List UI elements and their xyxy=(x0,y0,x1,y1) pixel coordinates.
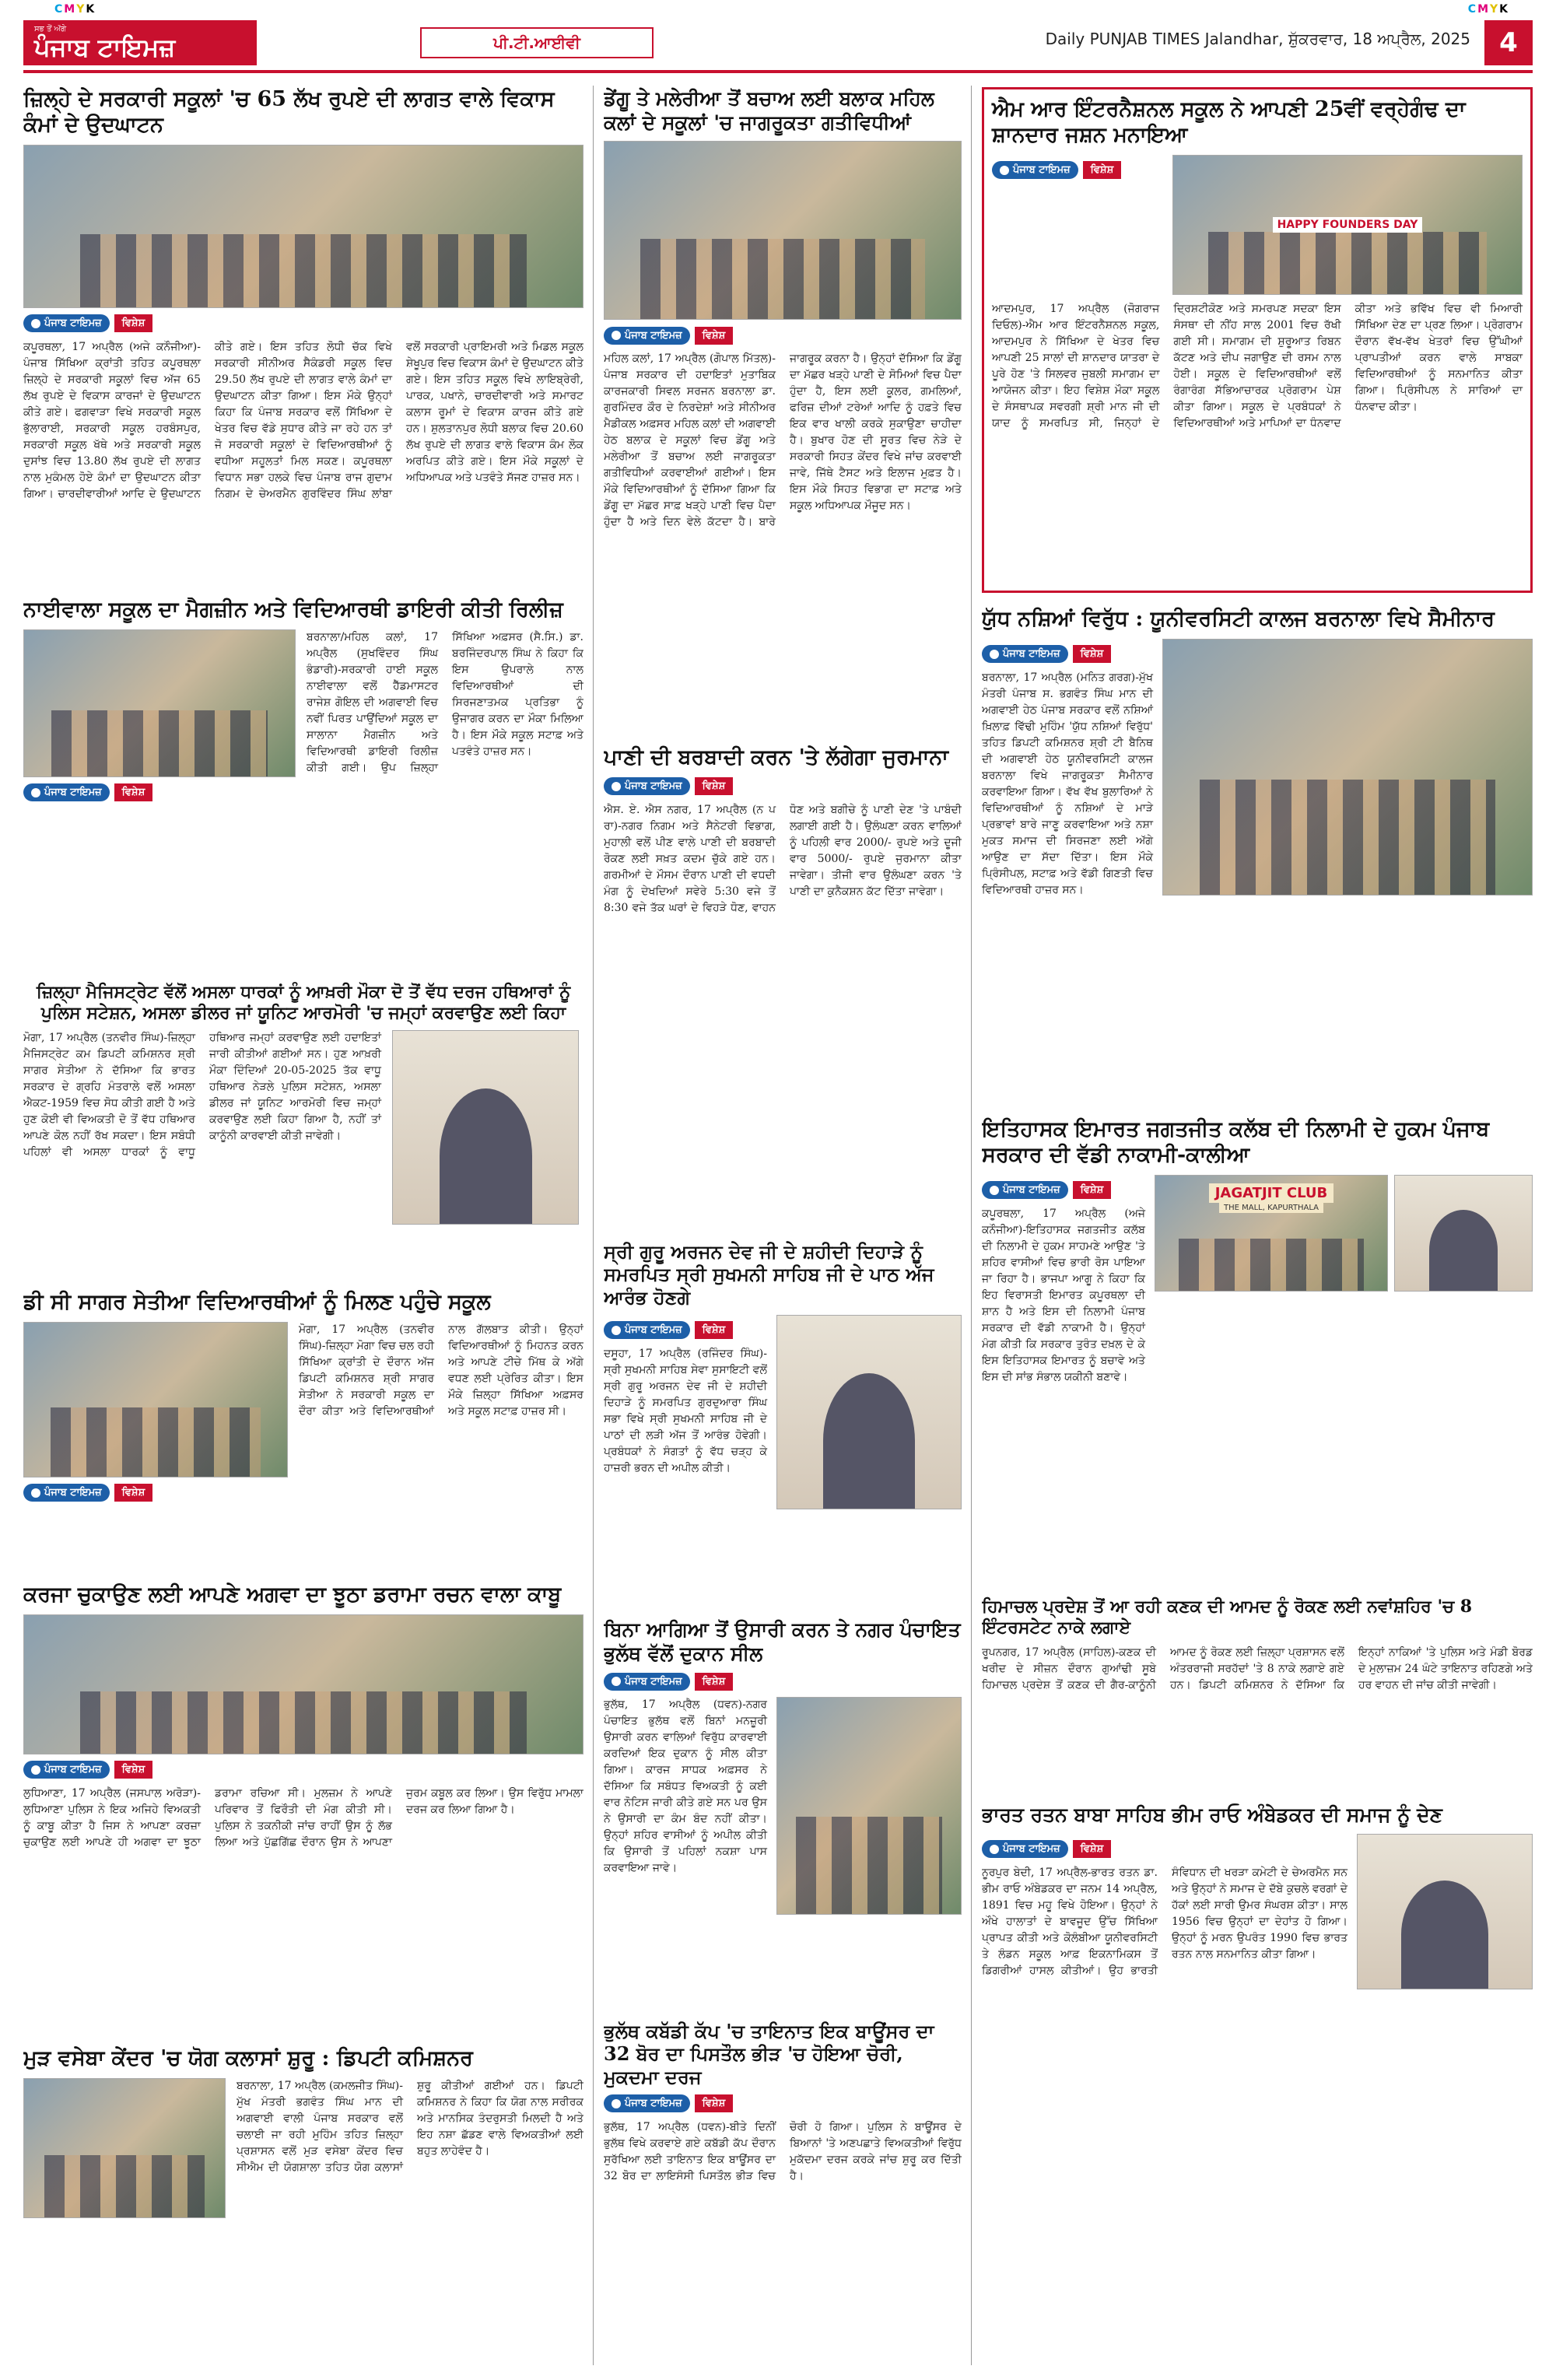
article-sukhmani xyxy=(604,1240,962,1606)
club-sign-sub: THE MALL, KAPURTHALA xyxy=(1219,1203,1323,1213)
byline-tag: ਪੰਜਾਬ ਟਾਇਮਜ਼ ਵਿਸ਼ੇਸ਼ xyxy=(992,159,1121,181)
page-number: 4 xyxy=(1484,20,1533,65)
registration-mark-right: CMYK xyxy=(1467,3,1509,16)
article-weapons xyxy=(23,982,584,1278)
byline-tag: ਪੰਜਾਬ ਟਾਇਮਜ਼ ਵਿਸ਼ੇਸ਼ xyxy=(604,324,733,346)
headline: ਡੇਂਗੂ ਤੇ ਮਲੇਰੀਆ ਤੋਂ ਬਚਾਅ ਲਈ ਬਲਾਕ ਮਹਿਲ ਕਲਾਂ ਦੇ ਸਕੂਲਾਂ 'ਚ ਜਾਗਰੂਕਤਾ ਗਤੀਵਿਧੀਆਂ xyxy=(604,87,934,134)
dateline: Daily PUNJAB TIMES Jalandhar, ਸ਼ੁੱਕਰਵਾਰ, 18 ਅਪ੍ਰੈਲ, 2025 xyxy=(1045,30,1470,48)
article-body: ਬਰਨਾਲਾ/ਮਹਿਲ ਕਲਾਂ, 17 ਅਪ੍ਰੈਲ (ਸੁਖਵਿੰਦਰ ਸਿੰਘ ਭੰਡਾਰੀ)-ਸਰਕਾਰੀ ਹਾਈ ਸਕੂਲ ਨਾਈਵਾਲਾ ਵਲੋਂ ਹੈੱਡਮਾਸਟਰ ਰਾਜੇਸ਼ ਗੋਇਲ ਦੀ ਅਗਵਾਈ ਵਿਚ ਨਵੀਂ ਪਿਰਤ ਪਾਉਂਦਿਆਂ ਸਕੂਲ ਦਾ ਸਾਲਾਨਾ ਮੈਗਜ਼ੀਨ ਅਤੇ ਵਿਦਿਆਰਥੀ ਡਾਇਰੀ ਰਿਲੀਜ਼ ਕੀਤੀ ਗਈ। ਉਪ ਜ਼ਿਲ੍ਹਾ ਸਿੱਖਿਆ ਅਫ਼ਸਰ (ਸੈ.ਸਿ.) ਡਾ. ਬਰਜਿੰਦਰਪਾਲ ਸਿੰਘ ਨੇ ਕਿਹਾ ਕਿ ਇਸ ਉਪਰਾਲੇ ਨਾਲ ਵਿਦਿਆਰਥੀਆਂ ਦੀ ਸਿਰਜਣਾਤਮਕ ਪ੍ਰਤਿਭਾ ਨੂੰ ਉਜਾਗਰ ਕਰਨ ਦਾ ਮੌਕਾ ਮਿਲਿਆ ਹੈ। ਇਸ ਮੌਕੇ ਸਕੂਲ ਸਟਾਫ਼ ਅਤੇ ਪਤਵੰਤੇ ਹਾਜ਼ਰ ਸਨ। xyxy=(307,630,584,774)
headline: ਇਤਿਹਾਸਕ ਇਮਾਰਤ ਜਗਤਜੀਤ ਕਲੱਬ ਦੀ ਨਿਲਾਮੀ ਦੇ ਹੁਕਮ ਪੰਜਾਬ ਸਰਕਾਰ ਦੀ ਵੱਡੀ ਨਾਕਾਮੀ-ਕਾਲੀਆ xyxy=(982,1117,1490,1167)
logo-icon xyxy=(612,1677,621,1686)
article-naiwala xyxy=(23,598,584,971)
article-body: ਬਰਨਾਲਾ, 17 ਅਪ੍ਰੈਲ (ਕਮਲਜੀਤ ਸਿੰਘ)-ਮੁੱਖ ਮੰਤਰੀ ਭਗਵੰਤ ਸਿੰਘ ਮਾਨ ਦੀ ਅਗਵਾਈ ਵਾਲੀ ਪੰਜਾਬ ਸਰਕਾਰ ਵਲੋਂ ਚਲਾਈ ਜਾ ਰਹੀ ਮੁਹਿੰਮ ਤਹਿਤ ਜ਼ਿਲ੍ਹਾ ਪ੍ਰਸ਼ਾਸਨ ਵਲੋਂ ਮੁੜ ਵਸੇਬਾ ਕੇਂਦਰ ਵਿਚ ਸੀਐਮ ਦੀ ਯੋਗਸ਼ਾਲਾ ਤਹਿਤ ਯੋਗ ਕਲਾਸਾਂ ਸ਼ੁਰੂ ਕੀਤੀਆਂ ਗਈਆਂ ਹਨ। ਡਿਪਟੀ ਕਮਿਸ਼ਨਰ ਨੇ ਕਿਹਾ ਕਿ ਯੋਗ ਨਾਲ ਸਰੀਰਕ ਅਤੇ ਮਾਨਸਿਕ ਤੰਦਰੁਸਤੀ ਮਿਲਦੀ ਹੈ ਅਤੇ ਇਹ ਨਸ਼ਾ ਛੱਡਣ ਵਾਲੇ ਵਿਅਕਤੀਆਂ ਲਈ ਬਹੁਤ ਲਾਹੇਵੰਦ ਹੈ। xyxy=(237,2079,584,2174)
article-photo xyxy=(604,141,962,320)
article-photo xyxy=(23,2078,226,2218)
headline: ਐਮ ਆਰ ਇੰਟਰਨੈਸ਼ਨਲ ਸਕੂਲ ਨੇ ਆਪਣੀ 25ਵੀਂ ਵਰ੍ਹੇਗੰਢ ਦਾ ਸ਼ਾਨਦਾਰ ਜਸ਼ਨ ਮਨਾਇਆ xyxy=(992,97,1466,147)
logo-icon xyxy=(31,319,40,328)
photo-banner: HAPPY FOUNDERS DAY xyxy=(1273,217,1423,233)
headline: ਯੁੱਧ ਨਸ਼ਿਆਂ ਵਿਰੁੱਧ : ਯੂਨੀਵਰਸਿਟੀ ਕਾਲਜ ਬਰਨਾਲਾ ਵਿਖੇ ਸੈਮੀਨਾਰ xyxy=(982,607,1495,631)
article-mr-school xyxy=(982,87,1533,593)
byline-tag: ਪੰਜਾਬ ਟਾਇਮਜ਼ ਵਿਸ਼ੇਸ਼ xyxy=(604,1670,733,1692)
byline-tag: ਪੰਜਾਬ ਟਾਇਮਜ਼ ਵਿਸ਼ੇਸ਼ xyxy=(23,313,152,335)
leader-portrait xyxy=(1394,1175,1533,1292)
article-himachal xyxy=(982,1597,1533,1791)
article-water-fine xyxy=(604,745,962,1228)
logo-icon xyxy=(612,1326,621,1335)
logo-icon xyxy=(612,782,621,791)
article-photo xyxy=(23,1614,584,1754)
byline-tag: ਪੰਜਾਬ ਟਾਇਮਜ਼ ਵਿਸ਼ੇਸ਼ xyxy=(982,1838,1111,1860)
official-portrait xyxy=(392,1030,579,1225)
byline-tag: ਪੰਜਾਬ ਟਾਇਮਜ਼ ਵਿਸ਼ੇਸ਼ xyxy=(23,1759,152,1781)
club-sign: JAGATJIT CLUB xyxy=(1209,1183,1334,1203)
headline: ਕਰਜਾ ਚੁਕਾਉਣ ਲਈ ਆਪਣੇ ਅਗਵਾ ਦਾ ਝੂਠਾ ਡਰਾਮਾ ਰਚਨ ਵਾਲਾ ਕਾਬੂ xyxy=(23,1583,562,1607)
article-photo xyxy=(23,629,296,777)
article-shop-seal xyxy=(604,1618,962,2007)
article-body: ਬਰਨਾਲਾ, 17 ਅਪ੍ਰੈਲ (ਮਨਿਤ ਗਰਗ)-ਮੁੱਖ ਮੰਤਰੀ ਪੰਜਾਬ ਸ. ਭਗਵੰਤ ਸਿੰਘ ਮਾਨ ਦੀ ਅਗਵਾਈ ਹੇਠ ਪੰਜਾਬ ਸਰਕਾਰ ਵਲੋਂ ਨਸ਼ਿਆਂ ਖ਼ਿਲਾਫ਼ ਵਿੱਢੀ ਮੁਹਿੰਮ 'ਯੁੱਧ ਨਸ਼ਿਆਂ ਵਿਰੁੱਧ' ਤਹਿਤ ਡਿਪਟੀ ਕਮਿਸ਼ਨਰ ਸ਼੍ਰੀ ਟੀ ਬੈਨਿਥ ਦੀ ਅਗਵਾਈ ਹੇਠ ਯੂਨੀਵਰਸਿਟੀ ਕਾਲਜ ਬਰਨਾਲਾ ਵਿਖੇ ਜਾਗਰੂਕਤਾ ਸੈਮੀਨਾਰ ਕਰਵਾਇਆ ਗਿਆ। ਵੱਖ ਵੱਖ ਬੁਲਾਰਿਆਂ ਨੇ ਵਿਦਿਆਰਥੀਆਂ ਨੂੰ ਨਸ਼ਿਆਂ ਦੇ ਮਾੜੇ ਪ੍ਰਭਾਵਾਂ ਬਾਰੇ ਜਾਣੂ ਕਰਵਾਇਆ ਅਤੇ ਨਸ਼ਾ ਮੁਕਤ ਸਮਾਜ ਦੀ ਸਿਰਜਣਾ ਲਈ ਅੱਗੇ ਆਉਣ ਦਾ ਸੱਦਾ ਦਿੱਤਾ। ਇਸ ਮੌਕੇ ਪ੍ਰਿੰਸੀਪਲ, ਸਟਾਫ਼ ਅਤੇ ਵੱਡੀ ਗਿਣਤੀ ਵਿਚ ਵਿਦਿਆਰਥੀ ਹਾਜ਼ਰ ਸਨ। xyxy=(982,671,1153,896)
article-body: ਨੂਰਪੁਰ ਬੇਦੀ, 17 ਅਪ੍ਰੈਲ-ਭਾਰਤ ਰਤਨ ਡਾ. ਭੀਮ ਰਾਓ ਅੰਬੇਡਕਰ ਦਾ ਜਨਮ 14 ਅਪ੍ਰੈਲ, 1891 ਵਿਚ ਮਹੂ ਵਿਖੇ ਹੋਇਆ। ਉਨ੍ਹਾਂ ਨੇ ਔਖੇ ਹਾਲਾਤਾਂ ਦੇ ਬਾਵਜੂਦ ਉੱਚ ਸਿੱਖਿਆ ਪ੍ਰਾਪਤ ਕੀਤੀ ਅਤੇ ਕੋਲੰਬੀਆ ਯੂਨੀਵਰਸਿਟੀ ਤੇ ਲੰਡਨ ਸਕੂਲ ਆਫ਼ ਇਕਨਾਮਿਕਸ ਤੋਂ ਡਿਗਰੀਆਂ ਹਾਸਲ ਕੀਤੀਆਂ। ਉਹ ਭਾਰਤੀ ਸੰਵਿਧਾਨ ਦੀ ਖਰੜਾ ਕਮੇਟੀ ਦੇ ਚੇਅਰਮੈਨ ਸਨ ਅਤੇ ਉਨ੍ਹਾਂ ਨੇ ਸਮਾਜ ਦੇ ਦੱਬੇ ਕੁਚਲੇ ਵਰਗਾਂ ਦੇ ਹੱਕਾਂ ਲਈ ਸਾਰੀ ਉਮਰ ਸੰਘਰਸ਼ ਕੀਤਾ। ਸਾਲ 1956 ਵਿਚ ਉਨ੍ਹਾਂ ਦਾ ਦੇਹਾਂਤ ਹੋ ਗਿਆ। ਉਨ੍ਹਾਂ ਨੂੰ ਮਰਨ ਉਪਰੰਤ 1990 ਵਿਚ ਭਾਰਤ ਰਤਨ ਨਾਲ ਸਨਮਾਨਿਤ ਕੀਤਾ ਗਿਆ। xyxy=(982,1866,1347,1977)
article-club xyxy=(982,1117,1533,1584)
masthead-rule xyxy=(23,70,1533,73)
article-loan-drama xyxy=(23,1583,584,2034)
article-body: ਐਸ. ਏ. ਐਸ ਨਗਰ, 17 ਅਪ੍ਰੈਲ (ਨ ਪ ਰਾ)-ਨਗਰ ਨਿਗਮ ਅਤੇ ਸੈਨੇਟਰੀ ਵਿਭਾਗ, ਮੁਹਾਲੀ ਵਲੋਂ ਪੀਣ ਵਾਲੇ ਪਾਣੀ ਦੀ ਬਰਬਾਦੀ ਰੋਕਣ ਲਈ ਸਖ਼ਤ ਕਦਮ ਚੁੱਕੇ ਗਏ ਹਨ। ਗਰਮੀਆਂ ਦੇ ਮੌਸਮ ਦੌਰਾਨ ਪਾਣੀ ਦੀ ਵਧਦੀ ਮੰਗ ਨੂੰ ਦੇਖਦਿਆਂ ਸਵੇਰੇ 5:30 ਵਜੇ ਤੋਂ 8:30 ਵਜੇ ਤੱਕ ਘਰਾਂ ਦੇ ਵਿਹੜੇ ਧੋਣ, ਵਾਹਨ ਧੋਣ ਅਤੇ ਬਗੀਚੇ ਨੂੰ ਪਾਣੀ ਦੇਣ 'ਤੇ ਪਾਬੰਦੀ ਲਗਾਈ ਗਈ ਹੈ। ਉਲੰਘਣਾ ਕਰਨ ਵਾਲਿਆਂ ਨੂੰ ਪਹਿਲੀ ਵਾਰ 2000/- ਰੁਪਏ ਅਤੇ ਦੂਜੀ ਵਾਰ 5000/- ਰੁਪਏ ਜੁਰਮਾਨਾ ਕੀਤਾ ਜਾਵੇਗਾ। ਤੀਜੀ ਵਾਰ ਉਲੰਘਣਾ ਕਰਨ 'ਤੇ ਪਾਣੀ ਦਾ ਕੁਨੈਕਸ਼ਨ ਕੱਟ ਦਿੱਤਾ ਜਾਵੇਗਾ। xyxy=(604,803,962,914)
article-body: ਭੁਲੱਥ, 17 ਅਪ੍ਰੈਲ (ਧਵਨ)-ਬੀਤੇ ਦਿਨੀਂ ਭੁਲੱਥ ਵਿਖੇ ਕਰਵਾਏ ਗਏ ਕਬੱਡੀ ਕੱਪ ਦੌਰਾਨ ਸੁਰੱਖਿਆ ਲਈ ਤਾਇਨਾਤ ਇਕ ਬਾਊਂਸਰ ਦਾ 32 ਬੋਰ ਦਾ ਲਾਇਸੰਸੀ ਪਿਸਤੌਲ ਭੀੜ ਵਿਚ ਚੋਰੀ ਹੋ ਗਿਆ। ਪੁਲਿਸ ਨੇ ਬਾਊਂਸਰ ਦੇ ਬਿਆਨਾਂ 'ਤੇ ਅਣਪਛਾਤੇ ਵਿਅਕਤੀਆਂ ਵਿਰੁੱਧ ਮੁਕੱਦਮਾ ਦਰਜ ਕਰਕੇ ਜਾਂਚ ਸ਼ੁਰੂ ਕਰ ਦਿੱਤੀ ਹੈ। xyxy=(604,2120,962,2182)
byline-tag: ਪੰਜਾਬ ਟਾਇਮਜ਼ ਵਿਸ਼ੇਸ਼ xyxy=(604,1320,733,1341)
byline-tag: ਪੰਜਾਬ ਟਾਇਮਜ਼ ਵਿਸ਼ੇਸ਼ xyxy=(604,776,733,797)
article-body: ਕਪੂਰਥਲਾ, 17 ਅਪ੍ਰੈਲ (ਅਜੇ ਕਨੌਜੀਆ)-ਇਤਿਹਾਸਕ ਜਗਤਜੀਤ ਕਲੱਬ ਦੀ ਨਿਲਾਮੀ ਦੇ ਹੁਕਮ ਸਾਹਮਣੇ ਆਉਣ 'ਤੇ ਸ਼ਹਿਰ ਵਾਸੀਆਂ ਵਿਚ ਭਾਰੀ ਰੋਸ ਪਾਇਆ ਜਾ ਰਿਹਾ ਹੈ। ਭਾਜਪਾ ਆਗੂ ਨੇ ਕਿਹਾ ਕਿ ਇਹ ਵਿਰਾਸਤੀ ਇਮਾਰਤ ਕਪੂਰਥਲਾ ਦੀ ਸ਼ਾਨ ਹੈ ਅਤੇ ਇਸ ਦੀ ਨਿਲਾਮੀ ਪੰਜਾਬ ਸਰਕਾਰ ਦੀ ਵੱਡੀ ਨਾਕਾਮੀ ਹੈ। ਉਨ੍ਹਾਂ ਮੰਗ ਕੀਤੀ ਕਿ ਸਰਕਾਰ ਤੁਰੰਤ ਦਖ਼ਲ ਦੇ ਕੇ ਇਸ ਇਤਿਹਾਸਕ ਇਮਾਰਤ ਨੂੰ ਬਚਾਵੇ ਅਤੇ ਇਸ ਦੀ ਸਾਂਭ ਸੰਭਾਲ ਯਕੀਨੀ ਬਣਾਵੇ। xyxy=(982,1207,1145,1383)
article-body: ਲੁਧਿਆਣਾ, 17 ਅਪ੍ਰੈਲ (ਜਸਪਾਲ ਅਰੋੜਾ)-ਲੁਧਿਆਣਾ ਪੁਲਿਸ ਨੇ ਇਕ ਅਜਿਹੇ ਵਿਅਕਤੀ ਨੂੰ ਕਾਬੂ ਕੀਤਾ ਹੈ ਜਿਸ ਨੇ ਆਪਣਾ ਕਰਜ਼ਾ ਚੁਕਾਉਣ ਲਈ ਆਪਣੇ ਹੀ ਅਗਵਾ ਦਾ ਝੂਠਾ ਡਰਾਮਾ ਰਚਿਆ ਸੀ। ਮੁਲਜ਼ਮ ਨੇ ਆਪਣੇ ਪਰਿਵਾਰ ਤੋਂ ਫਿਰੌਤੀ ਦੀ ਮੰਗ ਕੀਤੀ ਸੀ। ਪੁਲਿਸ ਨੇ ਤਕਨੀਕੀ ਜਾਂਚ ਰਾਹੀਂ ਉਸ ਨੂੰ ਲੱਭ ਲਿਆ ਅਤੇ ਪੁੱਛਗਿੱਛ ਦੌਰਾਨ ਉਸ ਨੇ ਆਪਣਾ ਜੁਰਮ ਕਬੂਲ ਕਰ ਲਿਆ। ਉਸ ਵਿਰੁੱਧ ਮਾਮਲਾ ਦਰਜ ਕਰ ਲਿਆ ਗਿਆ ਹੈ। xyxy=(23,1786,584,1849)
headline: ਨਾਈਵਾਲਾ ਸਕੂਲ ਦਾ ਮੈਗਜ਼ੀਨ ਅਤੇ ਵਿਦਿਆਰਥੀ ਡਾਇਰੀ ਕੀਤੀ ਰਿਲੀਜ਼ xyxy=(23,598,563,622)
article-photo xyxy=(23,1322,288,1477)
newspaper-logo: ਸਭ ਤੋਂ ਅੱਗੇ ਪੰਜਾਬ ਟਾਇਮਜ਼ xyxy=(23,20,257,65)
article-body: ਕਪੂਰਥਲਾ, 17 ਅਪ੍ਰੈਲ (ਅਜੇ ਕਨੌਜੀਆ)- ਪੰਜਾਬ ਸਿੱਖਿਆ ਕ੍ਰਾਂਤੀ ਤਹਿਤ ਕਪੂਰਥਲਾ ਜ਼ਿਲ੍ਹੇ ਦੇ ਸਰਕਾਰੀ ਸਕੂਲਾਂ ਵਿਚ ਅੱਜ 65 ਲੱਖ ਰੁਪਏ ਦੇ ਵਿਕਾਸ ਕਾਰਜਾਂ ਦੇ ਉਦਘਾਟਨ ਕੀਤੇ ਗਏ। ਫਗਵਾੜਾ ਵਿਖੇ ਸਰਕਾਰੀ ਸਕੂਲ ਭੁੱਲਾਰਾਈ, ਸਰਕਾਰੀ ਸਕੂਲ ਹਰਬੰਸਪੁਰ, ਸਰਕਾਰੀ ਸਕੂਲ ਖੱਥੇ ਅਤੇ ਸਰਕਾਰੀ ਸਕੂਲ ਦੁਸਾਂਝ ਵਿਚ 13.80 ਲੱਖ ਰੁਪਏ ਦੀ ਲਾਗਤ ਨਾਲ ਮੁਕੰਮਲ ਹੋਏ ਕੰਮਾਂ ਦਾ ਉਦਘਾਟਨ ਕੀਤਾ ਗਿਆ। ਚਾਰਦੀਵਾਰੀਆਂ ਆਦਿ ਦੇ ਉਦਘਾਟਨ ਕੀਤੇ ਗਏ। ਇਸ ਤਹਿਤ ਲੋਧੀ ਚੱਕ ਵਿਖੇ ਸਰਕਾਰੀ ਸੀਨੀਅਰ ਸੈਕੰਡਰੀ ਸਕੂਲ ਵਿਚ 29.50 ਲੱਖ ਰੁਪਏ ਦੀ ਲਾਗਤ ਵਾਲੇ ਕੰਮਾਂ ਦਾ ਉਦਘਾਟਨ ਕੀਤਾ ਗਿਆ। ਇਸ ਮੌਕੇ ਉਨ੍ਹਾਂ ਕਿਹਾ ਕਿ ਪੰਜਾਬ ਸਰਕਾਰ ਵਲੋਂ ਸਿੱਖਿਆ ਦੇ ਖੇਤਰ ਵਿਚ ਵੱਡੇ ਸੁਧਾਰ ਕੀਤੇ ਜਾ ਰਹੇ ਹਨ ਤਾਂ ਜੋ ਸਰਕਾਰੀ ਸਕੂਲਾਂ ਦੇ ਵਿਦਿਆਰਥੀਆਂ ਨੂੰ ਵਧੀਆ ਸਹੂਲਤਾਂ ਮਿਲ ਸਕਣ। ਕਪੂਰਥਲਾ ਵਿਧਾਨ ਸਭਾ ਹਲਕੇ ਵਿਚ ਪੰਜਾਬ ਰਾਜ ਗੁਦਾਮ ਨਿਗਮ ਦੇ ਚੇਅਰਮੈਨ ਗੁਰਵਿੰਦਰ ਸਿੰਘ ਲਾਂਬਾ ਵਲੋਂ ਸਰਕਾਰੀ ਪ੍ਰਾਇਮਰੀ ਅਤੇ ਮਿਡਲ ਸਕੂਲ ਸ਼ੇਖੂਪੁਰ ਵਿਚ ਵਿਕਾਸ ਕੰਮਾਂ ਦੇ ਉਦਘਾਟਨ ਕੀਤੇ ਗਏ। ਇਸ ਤਹਿਤ ਸਕੂਲ ਵਿਖੇ ਲਾਇਬ੍ਰੇਰੀ, ਪਾਰਕ, ਪਖਾਨੇ, ਚਾਰਦੀਵਾਰੀ ਅਤੇ ਸਮਾਰਟ ਕਲਾਸ ਰੂਮਾਂ ਦੇ ਵਿਕਾਸ ਕਾਰਜ ਕੀਤੇ ਗਏ ਹਨ। ਸ਼ੁਲਤਾਨਪੁਰ ਲੋਧੀ ਬਲਾਕ ਵਿਚ 20.60 ਲੱਖ ਰੁਪਏ ਦੀ ਲਾਗਤ ਵਾਲੇ ਵਿਕਾਸ ਕੰਮ ਲੋਕ ਅਰਪਿਤ ਕੀਤੇ ਗਏ। ਇਸ ਮੌਕੇ ਸਕੂਲਾਂ ਦੇ ਅਧਿਆਪਕ ਅਤੇ ਪਤਵੰਤੇ ਸੱਜਣ ਹਾਜ਼ਰ ਸਨ। xyxy=(23,340,584,500)
headline: ਜ਼ਿਲ੍ਹੇ ਦੇ ਸਰਕਾਰੀ ਸਕੂਲਾਂ 'ਚ 65 ਲੱਖ ਰੁਪਏ ਦੀ ਲਾਗਤ ਵਾਲੇ ਵਿਕਾਸ ਕੰਮਾਂ ਦੇ ਉਦਘਾਟਨ xyxy=(23,87,555,137)
byline-tag: ਪੰਜਾਬ ਟਾਇਮਜ਼ ਵਿਸ਼ੇਸ਼ xyxy=(982,1179,1111,1201)
headline: ਸ੍ਰੀ ਗੁਰੂ ਅਰਜਨ ਦੇਵ ਜੀ ਦੇ ਸ਼ਹੀਦੀ ਦਿਹਾੜੇ ਨੂੰ ਸਮਰਪਿਤ ਸ੍ਰੀ ਸੁਖਮਨੀ ਸਾਹਿਬ ਜੀ ਦੇ ਪਾਠ ਅੱਜ ਆਰੰਭ ਹੋਣਗੇ xyxy=(604,1240,934,1309)
logo-icon xyxy=(990,1186,999,1195)
logo-icon xyxy=(31,788,40,797)
registration-mark-left: CMYK xyxy=(54,3,96,16)
logo-icon xyxy=(990,650,999,659)
headline: ਭਾਰਤ ਰਤਨ ਬਾਬਾ ਸਾਹਿਬ ਭੀਮ ਰਾਓ ਅੰਬੇਡਕਰ ਦੀ ਸਮਾਜ ਨੂੰ ਦੇਣ xyxy=(982,1803,1442,1826)
headline: ਮੁੜ ਵਸੇਬਾ ਕੇਂਦਰ 'ਚ ਯੋਗ ਕਲਾਸਾਂ ਸ਼ੁਰੂ : ਡਿਪਟੀ ਕਮਿਸ਼ਨਰ xyxy=(23,2046,473,2070)
headline: ਭੁਲੱਥ ਕਬੱਡੀ ਕੱਪ 'ਚ ਤਾਇਨਾਤ ਇਕ ਬਾਊਂਸਰ ਦਾ 32 ਬੋਰ ਦਾ ਪਿਸਤੌਲ ਭੀੜ 'ਚ ਹੋਇਆ ਚੋਰੀ, ਮੁਕਦਮਾ ਦਰਜ xyxy=(604,2020,934,2088)
article-body: ਮਹਿਲ ਕਲਾਂ, 17 ਅਪ੍ਰੈਲ (ਗੋਪਾਲ ਮਿੱਤਲ)-ਪੰਜਾਬ ਸਰਕਾਰ ਦੀ ਹਦਾਇਤਾਂ ਮੁਤਾਬਿਕ ਕਾਰਜਕਾਰੀ ਸਿਵਲ ਸਰਜਨ ਬਰਨਾਲਾ ਡਾ. ਗੁਰਮਿੰਦਰ ਕੌਰ ਦੇ ਨਿਰਦੇਸ਼ਾਂ ਅਤੇ ਸੀਨੀਅਰ ਮੈਡੀਕਲ ਅਫ਼ਸਰ ਮਹਿਲ ਕਲਾਂ ਦੀ ਅਗਵਾਈ ਹੇਠ ਬਲਾਕ ਦੇ ਸਕੂਲਾਂ ਵਿਚ ਡੇਂਗੂ ਅਤੇ ਮਲੇਰੀਆ ਤੋਂ ਬਚਾਅ ਲਈ ਜਾਗਰੂਕਤਾ ਗਤੀਵਿਧੀਆਂ ਕਰਵਾਈਆਂ ਗਈਆਂ। ਇਸ ਮੌਕੇ ਵਿਦਿਆਰਥੀਆਂ ਨੂੰ ਦੱਸਿਆ ਗਿਆ ਕਿ ਡੇਂਗੂ ਦਾ ਮੱਛਰ ਸਾਫ਼ ਖੜ੍ਹੇ ਪਾਣੀ ਵਿਚ ਪੈਦਾ ਹੁੰਦਾ ਹੈ ਅਤੇ ਦਿਨ ਵੇਲੇ ਕੱਟਦਾ ਹੈ। ਬਾਰੇ ਜਾਗਰੂਕ ਕਰਨਾ ਹੈ। ਉਨ੍ਹਾਂ ਦੱਸਿਆ ਕਿ ਡੇਂਗੂ ਦਾ ਮੱਛਰ ਖੜ੍ਹੇ ਪਾਣੀ ਦੇ ਸੋਮਿਆਂ ਵਿਚ ਪੈਦਾ ਹੁੰਦਾ ਹੈ, ਇਸ ਲਈ ਕੂਲਰ, ਗਮਲਿਆਂ, ਫਰਿਜ਼ ਦੀਆਂ ਟਰੇਆਂ ਆਦਿ ਨੂੰ ਹਫ਼ਤੇ ਵਿਚ ਇਕ ਵਾਰ ਖਾਲੀ ਕਰਕੇ ਸੁਕਾਉਣਾ ਚਾਹੀਦਾ ਹੈ। ਬੁਖਾਰ ਹੋਣ ਦੀ ਸੂਰਤ ਵਿਚ ਨੇੜੇ ਦੇ ਸਰਕਾਰੀ ਸਿਹਤ ਕੇਂਦਰ ਵਿਖੇ ਜਾਂਚ ਕਰਵਾਈ ਜਾਵੇ, ਜਿੱਥੇ ਟੈਸਟ ਅਤੇ ਇਲਾਜ ਮੁਫ਼ਤ ਹੈ। ਇਸ ਮੌਕੇ ਸਿਹਤ ਵਿਭਾਗ ਦਾ ਸਟਾਫ਼ ਅਤੇ ਸਕੂਲ ਅਧਿਆਪਕ ਮੌਜੂਦ ਸਨ। xyxy=(604,352,962,528)
headline: ਪਾਣੀ ਦੀ ਬਰਬਾਦੀ ਕਰਨ 'ਤੇ ਲੱਗੇਗਾ ਜੁਰਮਾਨਾ xyxy=(604,745,948,769)
article-body: ਭੁਲੱਥ, 17 ਅਪ੍ਰੈਲ (ਧਵਨ)-ਨਗਰ ਪੰਚਾਇਤ ਭੁਲੱਥ ਵਲੋਂ ਬਿਨਾਂ ਮਨਜ਼ੂਰੀ ਉਸਾਰੀ ਕਰਨ ਵਾਲਿਆਂ ਵਿਰੁੱਧ ਕਾਰਵਾਈ ਕਰਦਿਆਂ ਇਕ ਦੁਕਾਨ ਨੂੰ ਸੀਲ ਕੀਤਾ ਗਿਆ। ਕਾਰਜ ਸਾਧਕ ਅਫ਼ਸਰ ਨੇ ਦੱਸਿਆ ਕਿ ਸਬੰਧਤ ਵਿਅਕਤੀ ਨੂੰ ਕਈ ਵਾਰ ਨੋਟਿਸ ਜਾਰੀ ਕੀਤੇ ਗਏ ਸਨ ਪਰ ਉਸ ਨੇ ਉਸਾਰੀ ਦਾ ਕੰਮ ਬੰਦ ਨਹੀਂ ਕੀਤਾ। ਉਨ੍ਹਾਂ ਸ਼ਹਿਰ ਵਾਸੀਆਂ ਨੂੰ ਅਪੀਲ ਕੀਤੀ ਕਿ ਉਸਾਰੀ ਤੋਂ ਪਹਿਲਾਂ ਨਕਸ਼ਾ ਪਾਸ ਕਰਵਾਇਆ ਜਾਵੇ। xyxy=(604,1698,767,1874)
byline-tag: ਪੰਜਾਬ ਟਾਇਮਜ਼ ਵਿਸ਼ੇਸ਼ xyxy=(23,1482,152,1504)
article-pistol xyxy=(604,2020,962,2365)
logo-icon xyxy=(31,1488,40,1498)
logo-icon xyxy=(1000,166,1009,175)
headline: ਡੀ ਸੀ ਸਾਗਰ ਸੇਤੀਆ ਵਿਦਿਆਰਥੀਆਂ ਨੂੰ ਮਿਲਣ ਪਹੁੰਚੇ ਸਕੂਲ xyxy=(23,1290,491,1314)
article-photo xyxy=(776,1315,962,1509)
article-drugs-seminar xyxy=(982,607,1533,1105)
article-sagar xyxy=(23,1290,584,1570)
headline: ਜ਼ਿਲ੍ਹਾ ਮੈਜਿਸਟ੍ਰੇਟ ਵੱਲੋਂ ਅਸਲਾ ਧਾਰਕਾਂ ਨੂੰ ਆਖ਼ਰੀ ਮੌਕਾ ਦੋ ਤੋਂ ਵੱਧ ਦਰਜ ਹਥਿਆਰਾਂ ਨੂੰ ਪੁਲਿਸ ਸਟੇਸ਼ਨ, ਅਸਲਾ ਡੀਲਰ ਜਾਂ ਯੂਨਿਟ ਆਰਮੋਰੀ 'ਚ ਜਮ੍ਹਾਂ ਕਰਵਾਉਣ ਲਈ ਕਿਹਾ xyxy=(36,982,571,1023)
article-photo xyxy=(1172,155,1523,295)
byline-tag: ਪੰਜਾਬ ਟਾਇਮਜ਼ ਵਿਸ਼ੇਸ਼ xyxy=(604,2093,733,2115)
article-body: ਰੂਪਨਗਰ, 17 ਅਪ੍ਰੈਲ (ਸਾਹਿਲ)-ਕਣਕ ਦੀ ਖਰੀਦ ਦੇ ਸੀਜ਼ਨ ਦੌਰਾਨ ਗੁਆਂਢੀ ਸੂਬੇ ਹਿਮਾਚਲ ਪ੍ਰਦੇਸ਼ ਤੋਂ ਕਣਕ ਦੀ ਗੈਰ-ਕਾਨੂੰਨੀ ਆਮਦ ਨੂੰ ਰੋਕਣ ਲਈ ਜ਼ਿਲ੍ਹਾ ਪ੍ਰਸ਼ਾਸਨ ਵਲੋਂ ਅੰਤਰਰਾਜੀ ਸਰਹੱਦਾਂ 'ਤੇ 8 ਨਾਕੇ ਲਗਾਏ ਗਏ ਹਨ। ਡਿਪਟੀ ਕਮਿਸ਼ਨਰ ਨੇ ਦੱਸਿਆ ਕਿ ਇਨ੍ਹਾਂ ਨਾਕਿਆਂ 'ਤੇ ਪੁਲਿਸ ਅਤੇ ਮੰਡੀ ਬੋਰਡ ਦੇ ਮੁਲਾਜ਼ਮ 24 ਘੰਟੇ ਤਾਇਨਾਤ ਰਹਿਣਗੇ ਅਤੇ ਹਰ ਵਾਹਨ ਦੀ ਜਾਂਚ ਕੀਤੀ ਜਾਵੇਗੀ। xyxy=(982,1646,1533,1691)
article-photo xyxy=(776,1697,962,1915)
club-building-photo xyxy=(1155,1175,1388,1292)
column-divider xyxy=(593,86,594,2365)
article-yoga xyxy=(23,2046,584,2365)
logo-icon xyxy=(612,331,621,340)
logo-icon xyxy=(990,1845,999,1854)
article-schools xyxy=(23,87,584,585)
logo-icon xyxy=(612,2099,621,2108)
edition-label: ਪੀ.ਟੀ.ਆਈਵੀ xyxy=(420,27,654,58)
byline-tag: ਪੰਜਾਬ ਟਾਇਮਜ਼ ਵਿਸ਼ੇਸ਼ xyxy=(23,782,152,804)
byline-tag: ਪੰਜਾਬ ਟਾਇਮਜ਼ ਵਿਸ਼ੇਸ਼ xyxy=(982,643,1111,665)
article-ambedkar xyxy=(982,1803,1533,2365)
masthead xyxy=(23,20,1533,65)
article-body: ਦਸੂਹਾ, 17 ਅਪ੍ਰੈਲ (ਰਜਿੰਦਰ ਸਿੰਘ)-ਸ੍ਰੀ ਸੁਖਮਨੀ ਸਾਹਿਬ ਸੇਵਾ ਸੁਸਾਇਟੀ ਵਲੋਂ ਸ੍ਰੀ ਗੁਰੂ ਅਰਜਨ ਦੇਵ ਜੀ ਦੇ ਸ਼ਹੀਦੀ ਦਿਹਾੜੇ ਨੂੰ ਸਮਰਪਿਤ ਗੁਰਦੁਆਰਾ ਸਿੰਘ ਸਭਾ ਵਿਖੇ ਸ੍ਰੀ ਸੁਖਮਨੀ ਸਾਹਿਬ ਜੀ ਦੇ ਪਾਠਾਂ ਦੀ ਲੜੀ ਅੱਜ ਤੋਂ ਆਰੰਭ ਹੋਵੇਗੀ। ਪ੍ਰਬੰਧਕਾਂ ਨੇ ਸੰਗਤਾਂ ਨੂੰ ਵੱਧ ਚੜ੍ਹ ਕੇ ਹਾਜ਼ਰੀ ਭਰਨ ਦੀ ਅਪੀਲ ਕੀਤੀ। xyxy=(604,1347,767,1474)
article-body: ਮੋਗਾ, 17 ਅਪ੍ਰੈਲ (ਤਨਵੀਰ ਸਿੰਘ)-ਜ਼ਿਲ੍ਹਾ ਮੋਗਾ ਵਿਚ ਚਲ ਰਹੀ ਸਿੱਖਿਆ ਕ੍ਰਾਂਤੀ ਦੇ ਦੌਰਾਨ ਅੱਜ ਡਿਪਟੀ ਕਮਿਸ਼ਨਰ ਸ਼੍ਰੀ ਸਾਗਰ ਸੇਤੀਆ ਨੇ ਸਰਕਾਰੀ ਸਕੂਲ ਦਾ ਦੌਰਾ ਕੀਤਾ ਅਤੇ ਵਿਦਿਆਰਥੀਆਂ ਨਾਲ ਗੱਲਬਾਤ ਕੀਤੀ। ਉਨ੍ਹਾਂ ਵਿਦਿਆਰਥੀਆਂ ਨੂੰ ਮਿਹਨਤ ਕਰਨ ਅਤੇ ਆਪਣੇ ਟੀਚੇ ਮਿੱਥ ਕੇ ਅੱਗੇ ਵਧਣ ਲਈ ਪ੍ਰੇਰਿਤ ਕੀਤਾ। ਇਸ ਮੌਕੇ ਜ਼ਿਲ੍ਹਾ ਸਿੱਖਿਆ ਅਫ਼ਸਰ ਅਤੇ ਸਕੂਲ ਸਟਾਫ਼ ਹਾਜ਼ਰ ਸੀ। xyxy=(299,1323,584,1418)
column-divider xyxy=(971,86,972,2365)
article-dengue xyxy=(604,87,962,733)
article-body: ਆਦਮਪੁਰ, 17 ਅਪ੍ਰੈਲ (ਜੋਗਰਾਜ ਦਿਓਲ)-ਐਮ ਆਰ ਇੰਟਰਨੈਸ਼ਨਲ ਸਕੂਲ, ਆਦਮਪੁਰ ਨੇ ਸਿੱਖਿਆ ਦੇ ਖੇਤਰ ਵਿਚ ਆਪਣੀ 25 ਸਾਲਾਂ ਦੀ ਸ਼ਾਨਦਾਰ ਯਾਤਰਾ ਦੇ ਪੂਰੇ ਹੋਣ 'ਤੇ ਸਿਲਵਰ ਜੁਬਲੀ ਸਮਾਗਮ ਦਾ ਆਯੋਜਨ ਕੀਤਾ। ਇਹ ਵਿਸ਼ੇਸ਼ ਮੌਕਾ ਸਕੂਲ ਦੇ ਸੰਸਥਾਪਕ ਸਵਰਗੀ ਸ਼੍ਰੀ ਮਾਨ ਜੀ ਦੀ ਯਾਦ ਨੂੰ ਸਮਰਪਿਤ ਸੀ, ਜਿਨ੍ਹਾਂ ਦੇ ਦ੍ਰਿਸ਼ਟੀਕੋਣ ਅਤੇ ਸਮਰਪਣ ਸਦਕਾ ਇਸ ਸੰਸਥਾ ਦੀ ਨੀਂਹ ਸਾਲ 2001 ਵਿਚ ਰੱਖੀ ਗਈ ਸੀ। ਸਮਾਗਮ ਦੀ ਸ਼ੁਰੂਆਤ ਰਿਬਨ ਕੱਟਣ ਅਤੇ ਦੀਪ ਜਗਾਉਣ ਦੀ ਰਸਮ ਨਾਲ ਹੋਈ। ਸਕੂਲ ਦੇ ਵਿਦਿਆਰਥੀਆਂ ਵਲੋਂ ਰੰਗਾਰੰਗ ਸੱਭਿਆਚਾਰਕ ਪ੍ਰੋਗਰਾਮ ਪੇਸ਼ ਕੀਤਾ ਗਿਆ। ਸਕੂਲ ਦੇ ਪ੍ਰਬੰਧਕਾਂ ਨੇ ਵਿਦਿਆਰਥੀਆਂ ਅਤੇ ਮਾਪਿਆਂ ਦਾ ਧੰਨਵਾਦ ਕੀਤਾ ਅਤੇ ਭਵਿੱਖ ਵਿਚ ਵੀ ਮਿਆਰੀ ਸਿੱਖਿਆ ਦੇਣ ਦਾ ਪ੍ਰਣ ਲਿਆ। ਪ੍ਰੋਗਰਾਮ ਦੌਰਾਨ ਵੱਖ-ਵੱਖ ਖੇਤਰਾਂ ਵਿਚ ਉੱਘੀਆਂ ਪ੍ਰਾਪਤੀਆਂ ਕਰਨ ਵਾਲੇ ਸਾਬਕਾ ਵਿਦਿਆਰਥੀਆਂ ਨੂੰ ਸਨਮਾਨਿਤ ਕੀਤਾ ਗਿਆ। ਪ੍ਰਿੰਸੀਪਲ ਨੇ ਸਾਰਿਆਂ ਦਾ ਧੰਨਵਾਦ ਕੀਤਾ। xyxy=(992,302,1523,429)
article-body: ਮੋਗਾ, 17 ਅਪ੍ਰੈਲ (ਤਨਵੀਰ ਸਿੰਘ)-ਜ਼ਿਲ੍ਹਾ ਮੈਜਿਸਟ੍ਰੇਟ ਕਮ ਡਿਪਟੀ ਕਮਿਸ਼ਨਰ ਸ਼੍ਰੀ ਸਾਗਰ ਸੇਤੀਆ ਨੇ ਦੱਸਿਆ ਕਿ ਭਾਰਤ ਸਰਕਾਰ ਦੇ ਗ੍ਰਹਿ ਮੰਤਰਾਲੇ ਵਲੋਂ ਅਸਲਾ ਐਕਟ-1959 ਵਿਚ ਸੋਧ ਕੀਤੀ ਗਈ ਹੈ ਅਤੇ ਹੁਣ ਕੋਈ ਵੀ ਵਿਅਕਤੀ ਦੋ ਤੋਂ ਵੱਧ ਹਥਿਆਰ ਆਪਣੇ ਕੋਲ ਨਹੀਂ ਰੱਖ ਸਕਦਾ। ਇਸ ਸਬੰਧੀ ਪਹਿਲਾਂ ਵੀ ਅਸਲਾ ਧਾਰਕਾਂ ਨੂੰ ਵਾਧੂ ਹਥਿਆਰ ਜਮ੍ਹਾਂ ਕਰਵਾਉਣ ਲਈ ਹਦਾਇਤਾਂ ਜਾਰੀ ਕੀਤੀਆਂ ਗਈਆਂ ਸਨ। ਹੁਣ ਆਖ਼ਰੀ ਮੌਕਾ ਦਿੰਦਿਆਂ 20-05-2025 ਤੱਕ ਵਾਧੂ ਹਥਿਆਰ ਨੇੜਲੇ ਪੁਲਿਸ ਸਟੇਸ਼ਨ, ਅਸਲਾ ਡੀਲਰ ਜਾਂ ਯੂਨਿਟ ਆਰਮੋਰੀ ਵਿਚ ਜਮ੍ਹਾਂ ਕਰਵਾਉਣ ਲਈ ਕਿਹਾ ਗਿਆ ਹੈ, ਨਹੀਂ ਤਾਂ ਕਾਨੂੰਨੀ ਕਾਰਵਾਈ ਕੀਤੀ ਜਾਵੇਗੀ। xyxy=(23,1031,381,1158)
headline: ਹਿਮਾਚਲ ਪ੍ਰਦੇਸ਼ ਤੋਂ ਆ ਰਹੀ ਕਣਕ ਦੀ ਆਮਦ ਨੂੰ ਰੋਕਣ ਲਈ ਨਵਾਂਸ਼ਹਿਰ 'ਚ 8 ਇੰਟਰਸਟੇਟ ਨਾਕੇ ਲਗਾਏ xyxy=(982,1597,1473,1638)
logo-icon xyxy=(31,1765,40,1775)
headline: ਬਿਨਾ ਆਗਿਆ ਤੋਂ ਉਸਾਰੀ ਕਰਨ ਤੇ ਨਗਰ ਪੰਚਾਇਤ ਭੁਲੱਥ ਵੱਲੋਂ ਦੁਕਾਨ ਸੀਲ xyxy=(604,1618,961,1665)
author-portrait xyxy=(1357,1834,1533,1989)
article-photo xyxy=(1162,639,1533,896)
article-photo xyxy=(23,145,584,308)
